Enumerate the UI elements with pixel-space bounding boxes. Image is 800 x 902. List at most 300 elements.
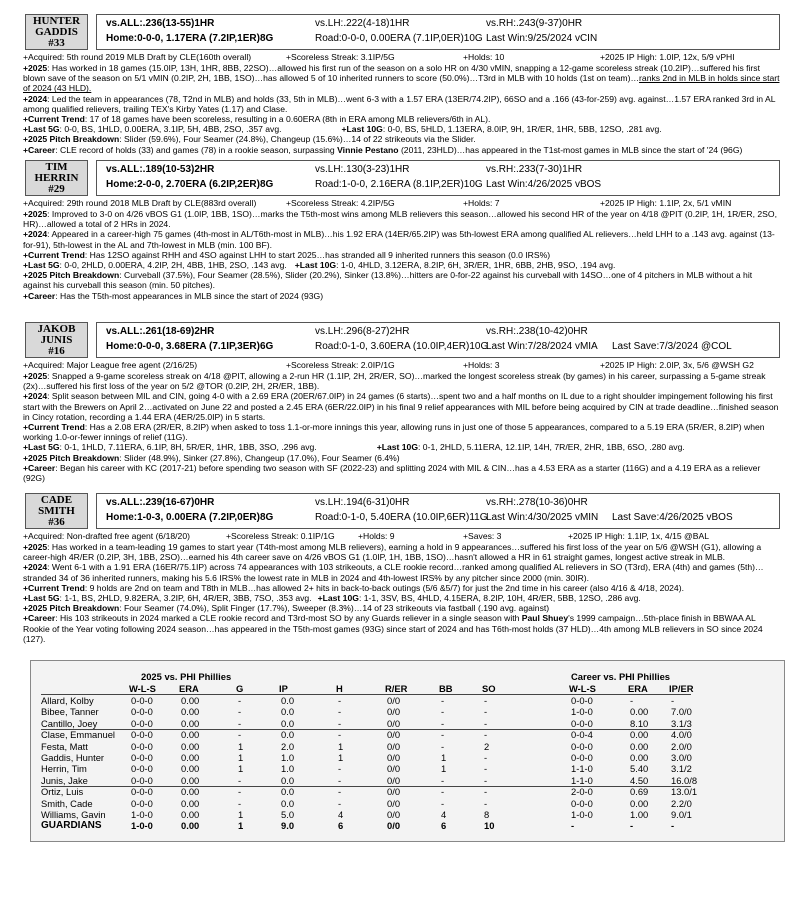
note-line bbox=[23, 422, 780, 442]
note-label: +Last 5G bbox=[23, 593, 60, 604]
table-cell-2025: 0.00 bbox=[181, 809, 200, 820]
table-cell-2025: 0.00 bbox=[181, 820, 200, 832]
player-header bbox=[23, 493, 780, 529]
table-cell-2025: 0.0 bbox=[281, 706, 295, 718]
note-text: : Went 6-1 with a 1.91 ERA (16ER/75.1IP) across 74 appearances with 103 strikeouts, a CLE rookie record…ranked among qualified AL relievers in SO (T3rd), ERA (4th) and games (5th)…stranded 34 of 36 inherited runners, making his 5.6 IRS% the lowest rate in MLB in 2024 and 4th-lowest IRS% by any pitcher since 2000 (min. 30IR). bbox=[23, 562, 764, 583]
acquired-item: +Saves: 3 bbox=[463, 531, 502, 541]
split-last1: Last Win:9/25/2024 vCIN bbox=[486, 33, 598, 44]
table-cell-career: 1-0-0 bbox=[571, 809, 593, 820]
table-row-name: Cantillo, Joey bbox=[41, 717, 98, 729]
note-text: : Slider (59.6%), Four Seamer (24.8%), Changeup (15.6%)…14 of 22 strikeouts via the Slider. bbox=[119, 134, 476, 145]
table-cell-2025: 1 bbox=[238, 763, 244, 775]
acquired-item: +Acquired: Major League free agent (2/16/25) bbox=[23, 360, 198, 370]
note-text: : Four Seamer (74.0%), Split Finger (17.7%), Sweeper (8.3%)…14 of 23 strikeouts via fastball (.190 avg. against) bbox=[119, 603, 550, 614]
table-cell-2025: - bbox=[441, 695, 445, 706]
table-cell-career: - bbox=[671, 695, 675, 706]
table-cell-2025: 0.00 bbox=[181, 740, 200, 752]
table-row-name: Gaddis, Hunter bbox=[41, 752, 105, 763]
table-cell-2025: 0.00 bbox=[181, 695, 200, 706]
note-label: +2024 bbox=[23, 391, 48, 402]
note-line bbox=[23, 562, 780, 582]
note-label: +2025 bbox=[23, 371, 48, 381]
acquired-item: +Scoreless Streak: 2.0IP/1G bbox=[286, 360, 395, 370]
table-cell-2025: 0.00 bbox=[181, 763, 200, 775]
table-row-name: Bibee, Tanner bbox=[41, 706, 99, 718]
table-cell-2025: 0-0-0 bbox=[131, 786, 153, 798]
table-cell-2025: 0/0 bbox=[387, 706, 401, 718]
player-split-stats bbox=[96, 322, 780, 358]
table-cell-2025: 0.00 bbox=[181, 786, 200, 798]
table-cell-2025: - bbox=[338, 717, 342, 729]
player-number: #36 bbox=[48, 516, 65, 528]
table-cell-2025: - bbox=[441, 706, 445, 718]
note-extra-text: : 1-1, 3SV, BS, 4HLD, 4.15ERA, 8.2IP, 10H, 4R/ER, 5BB, 12SO, .286 avg. bbox=[358, 593, 641, 604]
table-cell-2025: 0/0 bbox=[387, 820, 401, 832]
split-lh: vs.LH:.222(4-18)1HR bbox=[315, 18, 410, 29]
col-header-2025: BB bbox=[439, 683, 453, 694]
table-cell-career: 0-0-0 bbox=[571, 695, 593, 706]
table-cell-2025: 0-0-0 bbox=[131, 729, 153, 741]
note-label: +2025 bbox=[23, 209, 48, 219]
note-label: +Current Trend bbox=[23, 114, 85, 125]
table-cell-2025: - bbox=[441, 786, 445, 798]
player-name-last: HERRIN bbox=[34, 172, 79, 184]
matchup-table bbox=[30, 660, 785, 842]
acquired-item: +Holds: 10 bbox=[463, 52, 505, 62]
table-cell-2025: - bbox=[338, 763, 342, 775]
split-last2: Last Save:7/3/2024 @COL bbox=[612, 341, 732, 352]
acquired-item: +Holds: 9 bbox=[358, 531, 395, 541]
table-cell-2025: 1 bbox=[238, 809, 244, 820]
note-label: +Career bbox=[23, 144, 56, 155]
table-cell-2025: - bbox=[338, 706, 342, 718]
player-name-box bbox=[25, 322, 88, 358]
table-cell-2025: - bbox=[484, 717, 488, 729]
note-extra-label: +Last 10G bbox=[376, 442, 419, 453]
table-cell-2025: - bbox=[238, 786, 242, 798]
note-label: +Current Trend bbox=[23, 422, 85, 433]
table-cell-2025: - bbox=[484, 695, 488, 706]
table-row-name: Allard, Kolby bbox=[41, 695, 94, 706]
table-cell-career: 9.0/1 bbox=[671, 809, 692, 820]
player-header bbox=[23, 160, 780, 196]
note-text: : 0-1, 1HLD, 7.11ERA, 6.1IP, 8H, 5R/ER, 1HR, 1BB, 3SO, .296 avg. bbox=[59, 442, 317, 453]
table-cell-2025: 0/0 bbox=[387, 752, 401, 763]
table-cell-2025: 1 bbox=[338, 752, 344, 763]
player-split-stats bbox=[96, 160, 780, 196]
table-cell-2025: - bbox=[338, 729, 342, 741]
table-cell-career: - bbox=[671, 820, 675, 832]
table-cell-2025: 10 bbox=[484, 820, 495, 832]
note-text: : Has worked in a team-leading 19 games to start year (T4th-most among MLB relievers), earning a hold in 9 appearances…suffered his first loss of the year on 5/6 @WSH (G1), allowing a career-high 4R/ER (0.2IP, 3H, 1BB, 2SO)…earned his 4th career save on 4/26 vBOS G1 (1.0IP, 1H, 1BB, 1SO)…hasn't allowed a HR in 61 straight games, longest active streak in MLB. bbox=[23, 542, 762, 563]
acquired-item: +Acquired: Non-drafted free agent (6/18/20) bbox=[23, 531, 190, 541]
table-cell-career: 16.0/8 bbox=[671, 774, 698, 786]
table-cell-2025: - bbox=[441, 717, 445, 729]
table-cell-2025: - bbox=[484, 706, 488, 718]
table-cell-career: - bbox=[571, 820, 575, 832]
acquired-row bbox=[23, 360, 780, 371]
player-section bbox=[23, 160, 780, 301]
split-all: vs.ALL:.236(13-55)1HR bbox=[106, 18, 215, 29]
acquired-item: +Holds: 7 bbox=[463, 198, 500, 208]
split-road: Road:0-0-0, 0.00ERA (7.1IP,0ER)10G bbox=[315, 33, 483, 44]
table-cell-career: 0-0-0 bbox=[571, 740, 593, 752]
table-cell-2025: 0/0 bbox=[387, 695, 401, 706]
player-header bbox=[23, 322, 780, 358]
table-cell-career: 0-0-0 bbox=[571, 717, 593, 729]
split-home: Home:0-0-0, 1.17ERA (7.2IP,1ER)8G bbox=[106, 33, 274, 44]
note-line bbox=[23, 453, 780, 463]
player-split-stats bbox=[96, 493, 780, 529]
acquired-item: +Holds: 3 bbox=[463, 360, 500, 370]
player-name-first: JAKOB bbox=[37, 323, 76, 335]
table-cell-2025: 0/0 bbox=[387, 797, 401, 809]
player-name-box bbox=[25, 493, 88, 529]
table-row-name: Junis, Jake bbox=[41, 774, 88, 786]
table-cell-career: 0-0-0 bbox=[571, 752, 593, 763]
note-line bbox=[23, 583, 780, 593]
table-cell-2025: 2 bbox=[484, 740, 490, 752]
note-label: +Last 5G bbox=[23, 442, 60, 453]
split-last1: Last Win:4/30/2025 vMIN bbox=[486, 512, 599, 523]
table-cell-2025: 0.00 bbox=[181, 774, 200, 786]
note-text: : Has 12SO against RHH and 4SO against LHH to start 2025…has stranded all 9 inherited runners this season (0.0 IRS%) bbox=[84, 249, 551, 260]
table-cell-2025: 0-0-0 bbox=[131, 740, 153, 752]
table-cell-2025: 5.0 bbox=[281, 809, 295, 820]
table-cell-2025: 1 bbox=[238, 740, 244, 752]
col-header-career: ERA bbox=[628, 683, 648, 694]
table-cell-2025: - bbox=[238, 729, 242, 741]
table-cell-2025: 0/0 bbox=[387, 786, 401, 798]
player-name-first: TIM bbox=[45, 161, 68, 173]
table-cell-career: 0.00 bbox=[630, 740, 649, 752]
table-cell-2025: 0/0 bbox=[387, 809, 401, 820]
note-line bbox=[23, 593, 780, 603]
table-cell-2025: 1.0 bbox=[281, 752, 295, 763]
player-notes bbox=[23, 52, 780, 155]
note-text: : Curveball (37.5%), Four Seamer (28.5%), Slider (20.2%), Sinker (13.8%)…hitters are 0-for-22 against his curveball with 14SO…one of 4 pitchers in MLB without a hit against his curveball this season (min. 50 pitches). bbox=[23, 270, 753, 291]
player-number: #16 bbox=[48, 345, 65, 357]
note-extra-label: +Last 10G bbox=[341, 124, 383, 135]
note-line bbox=[23, 613, 780, 644]
table-cell-career: 2-0-0 bbox=[571, 786, 593, 798]
table-row-name: Clase, Emmanuel bbox=[41, 729, 115, 741]
note-tail: (2011, 23HLD)…has appeared in the T1st-most games in MLB since the start of '24 (96G) bbox=[398, 144, 743, 155]
acquired-item: +2025 IP High: 2.0IP, 3x, 5/6 @WSH G2 bbox=[600, 360, 754, 370]
table-cell-2025: - bbox=[338, 774, 342, 786]
table-cell-career: 1-1-0 bbox=[571, 763, 593, 775]
table-cell-2025: 0.0 bbox=[281, 717, 295, 729]
table-cell-2025: 0.0 bbox=[281, 729, 295, 741]
note-line bbox=[23, 145, 780, 155]
note-text: : His 103 strikeouts in 2024 marked a CLE rookie record and T3rd-most SO by any Guards reliever in a single season with bbox=[55, 613, 522, 624]
table-row-name: Festa, Matt bbox=[41, 740, 88, 752]
table-cell-2025: 0.0 bbox=[281, 774, 295, 786]
split-lh: vs.LH:.130(3-23)1HR bbox=[315, 164, 410, 175]
table-cell-2025: 0-0-0 bbox=[131, 797, 153, 809]
acquired-item: +Scoreless Streak: 3.1IP/5G bbox=[286, 52, 395, 62]
table-cell-2025: 4 bbox=[441, 809, 447, 820]
table-cell-2025: 0.00 bbox=[181, 729, 200, 741]
note-line bbox=[23, 260, 780, 270]
split-rh: vs.RH:.233(7-30)1HR bbox=[486, 164, 583, 175]
player-name-last: JUNIS bbox=[40, 334, 73, 346]
table-cell-2025: - bbox=[441, 729, 445, 741]
table-cell-2025: 0/0 bbox=[387, 740, 401, 752]
table-title-2025: 2025 vs. PHI Phillies bbox=[141, 671, 232, 682]
note-text: : CLE record of holds (33) and games (78) in a rookie season, surpassing bbox=[55, 144, 338, 155]
note-label: +2024 bbox=[23, 229, 48, 240]
split-all: vs.ALL:.239(16-67)0HR bbox=[106, 497, 215, 508]
table-cell-2025: - bbox=[484, 729, 488, 741]
player-name-last: SMITH bbox=[38, 505, 75, 517]
note-label: +2025 Pitch Breakdown bbox=[23, 452, 120, 463]
col-header-career: W-L-S bbox=[569, 683, 596, 694]
table-cell-2025: 6 bbox=[441, 820, 447, 832]
split-last1: Last Win:7/28/2024 vMIA bbox=[486, 341, 598, 352]
note-tail: ranks 2nd in MLB in holds since start of 2024 (43 HLD). bbox=[23, 73, 780, 94]
table-cell-2025: 9.0 bbox=[281, 820, 295, 832]
col-header-2025: SO bbox=[482, 683, 496, 694]
table-cell-career: 5.40 bbox=[630, 763, 649, 775]
player-notes bbox=[23, 360, 780, 483]
table-row-name: Williams, Gavin bbox=[41, 809, 106, 820]
table-cell-career: 4.0/0 bbox=[671, 729, 692, 741]
acquired-item: +Scoreless Streak: 0.1IP/1G bbox=[226, 531, 335, 541]
table-cell-2025: 0.00 bbox=[181, 797, 200, 809]
player-header bbox=[23, 14, 780, 50]
col-header-2025: R/ER bbox=[385, 683, 408, 694]
note-line bbox=[23, 63, 780, 94]
player-notes bbox=[23, 531, 780, 644]
note-line bbox=[23, 463, 780, 483]
note-line bbox=[23, 270, 780, 290]
table-cell-2025: 0-0-0 bbox=[131, 763, 153, 775]
table-cell-2025: - bbox=[238, 706, 242, 718]
player-number: #33 bbox=[48, 37, 65, 49]
table-title-career: Career vs. PHI Phillies bbox=[571, 671, 671, 682]
table-cell-2025: - bbox=[338, 695, 342, 706]
note-line bbox=[23, 442, 780, 452]
note-text: : 9 holds are 2nd on team and T8th in MLB…has allowed 2+ hits in back-to-back outings (5/6 &5/7) for just the 2nd time in his career (also 4/16 & 4/18, 2024). bbox=[84, 582, 684, 593]
note-tail: 's 1999 campaign…5th-place finish in BBWAA AL Rookie of the Year voting following 2024 season…has appeared in the T5th-most games (93G) since start of 2024 and has T6th-most holds (37 HLD)…4th among MLB relievers in SO since 2024 (127). bbox=[23, 613, 763, 644]
note-text: : Improved to 3-0 on 4/26 vBOS G1 (1.0IP, 1BB, 1SO)…marks the T5th-most wins among MLB relievers this season…allowed his second HR of the year on 4/18 @PIT (0.2IP, 1H, 1R/ER, 2SO, HR)…allowed a total of 2 HRs in 2024. bbox=[23, 209, 777, 230]
acquired-item: +2025 IP High: 1.1IP, 2x, 5/1 vMIN bbox=[600, 198, 732, 208]
split-last2: Last Save:4/26/2025 vBOS bbox=[612, 512, 733, 523]
table-cell-2025: 0/0 bbox=[387, 729, 401, 741]
split-last1: Last Win:4/26/2025 vBOS bbox=[486, 179, 602, 190]
acquired-row bbox=[23, 52, 780, 63]
table-cell-2025: 2.0 bbox=[281, 740, 295, 752]
table-cell-career: 4.50 bbox=[630, 774, 649, 786]
table-cell-career: 0.00 bbox=[630, 729, 649, 741]
note-line bbox=[23, 542, 780, 562]
table-cell-2025: - bbox=[484, 752, 488, 763]
player-name-box bbox=[25, 160, 88, 196]
table-cell-career: 0.00 bbox=[630, 752, 649, 763]
note-extra-text: : 0-0, BS, 5HLD, 1.13ERA, 8.0IP, 9H, 1R/ER, 1HR, 5BB, 12SO, .281 avg. bbox=[382, 124, 662, 135]
table-cell-career: 2.0/0 bbox=[671, 740, 692, 752]
note-label: +Career bbox=[23, 613, 56, 624]
note-extra-text: : 1-0, 4HLD, 3.12ERA, 8.2IP, 6H, 3R/ER, 1HR, 6BB, 2HB, 9SO, .194 avg. bbox=[336, 260, 616, 271]
note-line bbox=[23, 391, 780, 422]
col-header-2025: ERA bbox=[179, 683, 199, 694]
note-line bbox=[23, 291, 780, 301]
table-cell-2025: 0.00 bbox=[181, 717, 200, 729]
note-line bbox=[23, 250, 780, 260]
note-text: : Appeared in a career-high 75 games (4th-most in AL/T6th-most in MLB)…his 1.92 ERA (14ER/65.2IP) was 5th-lowest ERA among qualified AL relievers…held LHH to a .143 avg. against (13-for-91), 5th-lowest in the AL and 7th-lowest in MLB (min. 100 BF). bbox=[23, 229, 775, 250]
split-rh: vs.RH:.238(10-42)0HR bbox=[486, 326, 588, 337]
table-cell-2025: 0/0 bbox=[387, 774, 401, 786]
table-cell-2025: 8 bbox=[484, 809, 490, 820]
note-line bbox=[23, 371, 780, 391]
player-name-first: HUNTER bbox=[32, 15, 81, 27]
table-cell-2025: 1 bbox=[441, 752, 447, 763]
table-cell-2025: 1 bbox=[238, 752, 244, 763]
note-label: +2024 bbox=[23, 93, 48, 104]
note-text: : 0-0, BS, 1HLD, 0.00ERA, 3.1IP, 5H, 4BB, 2SO, .357 avg. bbox=[59, 124, 282, 135]
table-cell-career: 0-0-0 bbox=[571, 797, 593, 809]
table-cell-career: 7.0/0 bbox=[671, 706, 692, 718]
table-cell-career: 2.2/0 bbox=[671, 797, 692, 809]
col-header-career: IP/ER bbox=[669, 683, 694, 694]
table-cell-career: 3.0/0 bbox=[671, 752, 692, 763]
table-cell-2025: - bbox=[441, 740, 445, 752]
table-cell-2025: 1 bbox=[238, 820, 244, 832]
table-row-name: Ortiz, Luis bbox=[41, 786, 84, 798]
acquired-row bbox=[23, 198, 780, 209]
table-cell-career: 0.00 bbox=[630, 797, 649, 809]
table-cell-2025: - bbox=[238, 695, 242, 706]
table-cell-career: 1.00 bbox=[630, 809, 649, 820]
note-line bbox=[23, 94, 780, 114]
col-header-2025: IP bbox=[279, 683, 288, 694]
table-cell-career: 3.1/3 bbox=[671, 717, 692, 729]
note-label: +2025 Pitch Breakdown bbox=[23, 134, 120, 145]
table-cell-2025: 0-0-0 bbox=[131, 752, 153, 763]
split-road: Road:1-0-0, 2.16ERA (8.1IP,2ER)10G bbox=[315, 179, 483, 190]
player-number: #29 bbox=[48, 183, 65, 195]
table-cell-career: 0.00 bbox=[630, 706, 649, 718]
table-cell-2025: - bbox=[338, 786, 342, 798]
note-highlight-name: Paul Shuey bbox=[521, 613, 569, 624]
table-cell-career: 1-0-0 bbox=[571, 706, 593, 718]
note-text: : 0-0, 2HLD, 0.00ERA, 4.2IP, 2H, 4BB, 1HB, 2SO, .143 avg. bbox=[59, 260, 287, 271]
note-line bbox=[23, 134, 780, 144]
table-cell-career: - bbox=[630, 695, 634, 706]
player-split-stats bbox=[96, 14, 780, 50]
note-line bbox=[23, 603, 780, 613]
split-home: Home:2-0-0, 2.70ERA (6.2IP,2ER)8G bbox=[106, 179, 274, 190]
note-text: : 1-1, BS, 2HLD, 9.82ERA, 3.2IP, 6H, 4R/ER, 3BB, 7SO, .353 avg. bbox=[59, 593, 312, 604]
acquired-row bbox=[23, 531, 780, 542]
acquired-item: +Acquired: 5th round 2019 MLB Draft by CLE(160th overall) bbox=[23, 52, 252, 62]
table-cell-2025: 0-0-0 bbox=[131, 717, 153, 729]
table-cell-career: 0.69 bbox=[630, 786, 649, 798]
table-cell-career: 13.0/1 bbox=[671, 786, 698, 798]
note-line bbox=[23, 114, 780, 124]
table-cell-2025: 0.0 bbox=[281, 797, 295, 809]
split-lh: vs.LH:.194(6-31)0HR bbox=[315, 497, 410, 508]
table-cell-2025: 0.00 bbox=[181, 752, 200, 763]
table-cell-2025: 1-0-0 bbox=[131, 809, 153, 820]
note-label: +2025 Pitch Breakdown bbox=[23, 603, 120, 614]
split-rh: vs.RH:.243(9-37)0HR bbox=[486, 18, 583, 29]
acquired-item: +Acquired: 29th round 2018 MLB Draft by CLE(883rd overall) bbox=[23, 198, 257, 208]
table-cell-2025: - bbox=[238, 717, 242, 729]
table-row-name: GUARDIANS bbox=[41, 820, 102, 832]
table-cell-2025: 1.0 bbox=[281, 763, 295, 775]
note-label: +2025 bbox=[23, 542, 48, 552]
table-cell-2025: 0.0 bbox=[281, 786, 295, 798]
col-header-2025: H bbox=[336, 683, 343, 694]
note-label: +Career bbox=[23, 290, 56, 301]
player-notes bbox=[23, 198, 780, 301]
note-label: +2024 bbox=[23, 562, 48, 573]
table-cell-2025: 1 bbox=[338, 740, 344, 752]
table-cell-2025: 0-0-0 bbox=[131, 706, 153, 718]
note-extra-text: : 0-1, 2HLD, 5.11ERA, 12.1IP, 14H, 7R/ER, 2HR, 1BB, 6SO, .280 avg. bbox=[418, 442, 685, 453]
split-lh: vs.LH:.296(8-27)2HR bbox=[315, 326, 410, 337]
note-text: : Has worked in 18 games (15.0IP, 13H, 1HR, 8BB, 22SO)…allowed his first run of the season on a solo HR on 4/30 vMIN, snapping a 12-game scoreless streak (10.2IP)…suffered his first blown save of the season on 5/1 vMIN (0.2IP, 2H, 1BB, 1SO)…has allowed 5 of 10 inherited runners to score (50.0%)…T3rd in MLB with 10 holds (1st on team)… bbox=[23, 63, 760, 84]
table-cell-2025: - bbox=[238, 797, 242, 809]
col-header-2025: G bbox=[236, 683, 244, 694]
table-cell-2025: - bbox=[238, 774, 242, 786]
table-cell-2025: - bbox=[441, 774, 445, 786]
table-row-name: Smith, Cade bbox=[41, 797, 93, 809]
player-section bbox=[23, 322, 780, 483]
note-label: +2025 Pitch Breakdown bbox=[23, 270, 120, 281]
table-cell-career: 3.1/2 bbox=[671, 763, 692, 775]
table-cell-career: 1-1-0 bbox=[571, 774, 593, 786]
col-header-2025: W-L-S bbox=[129, 683, 156, 694]
table-cell-2025: 0/0 bbox=[387, 763, 401, 775]
note-label: +2025 bbox=[23, 63, 48, 73]
note-extra-label: +Last 10G bbox=[294, 260, 337, 271]
split-all: vs.ALL:.261(18-69)2HR bbox=[106, 326, 215, 337]
player-name-box bbox=[25, 14, 88, 50]
table-cell-2025: 1-0-0 bbox=[131, 820, 153, 832]
player-section bbox=[23, 493, 780, 644]
note-text: : Split season between MIL and CIN, going 4-0 with a 2.69 ERA (20ER/67.0IP) in 24 games (6 starts)…spent two and a half months on IL due to a right shoulder impingement following his first start with the Brewers on April 2…activated on June 22 and posted a 2.45 ERA (6ER/22.0IP) in his final 9 relief appearances with MIL before being acquired by CIN at trade deadline…finished season in Cincy rotation, recording a 1.44 ERA (4ER/25.0IP) in 5 starts. bbox=[23, 391, 779, 422]
note-line bbox=[23, 124, 780, 134]
table-cell-career: 8.10 bbox=[630, 717, 649, 729]
split-road: Road:0-1-0, 3.60ERA (10.0IP,4ER)10G bbox=[315, 341, 489, 352]
table-cell-career: - bbox=[630, 820, 634, 832]
note-line bbox=[23, 229, 780, 249]
split-rh: vs.RH:.278(10-36)0HR bbox=[486, 497, 588, 508]
table-cell-2025: 1 bbox=[441, 763, 447, 775]
player-section bbox=[23, 14, 780, 155]
table-row-name: Herrin, Tim bbox=[41, 763, 87, 775]
acquired-item: +2025 IP High: 1.0IP, 12x, 5/9 vPHI bbox=[600, 52, 735, 62]
table-cell-2025: 0.00 bbox=[181, 706, 200, 718]
note-label: +Current Trend bbox=[23, 582, 85, 593]
split-road: Road:0-1-0, 5.40ERA (10.0IP,6ER)11G bbox=[315, 512, 488, 523]
table-cell-2025: - bbox=[338, 797, 342, 809]
table-cell-2025: - bbox=[441, 797, 445, 809]
note-text: : Slider (48.9%), Sinker (27.8%), Changeup (17.0%), Four Seamer (6.4%) bbox=[119, 452, 400, 463]
note-text: : Has the T5th-most appearances in MLB since the start of 2024 (93G) bbox=[55, 290, 324, 301]
note-highlight-name: Vinnie Pestano bbox=[337, 144, 399, 155]
note-text: : Began his career with KC (2017-21) before spending two season with SF (2022-23) and splitting 2024 with MIL & CIN…has a 4.53 ERA as a starter (116G) and a 4.19 ERA as a reliever (92G) bbox=[23, 462, 761, 484]
player-name-last: GADDIS bbox=[35, 26, 78, 38]
table-cell-2025: - bbox=[484, 797, 488, 809]
table-cell-2025: 0-0-0 bbox=[131, 774, 153, 786]
acquired-item: +2025 IP High: 1.1IP, 1x, 4/15 @BAL bbox=[568, 531, 709, 541]
split-home: Home:0-0-0, 3.68ERA (7.1IP,3ER)6G bbox=[106, 341, 274, 352]
table-cell-2025: - bbox=[484, 774, 488, 786]
